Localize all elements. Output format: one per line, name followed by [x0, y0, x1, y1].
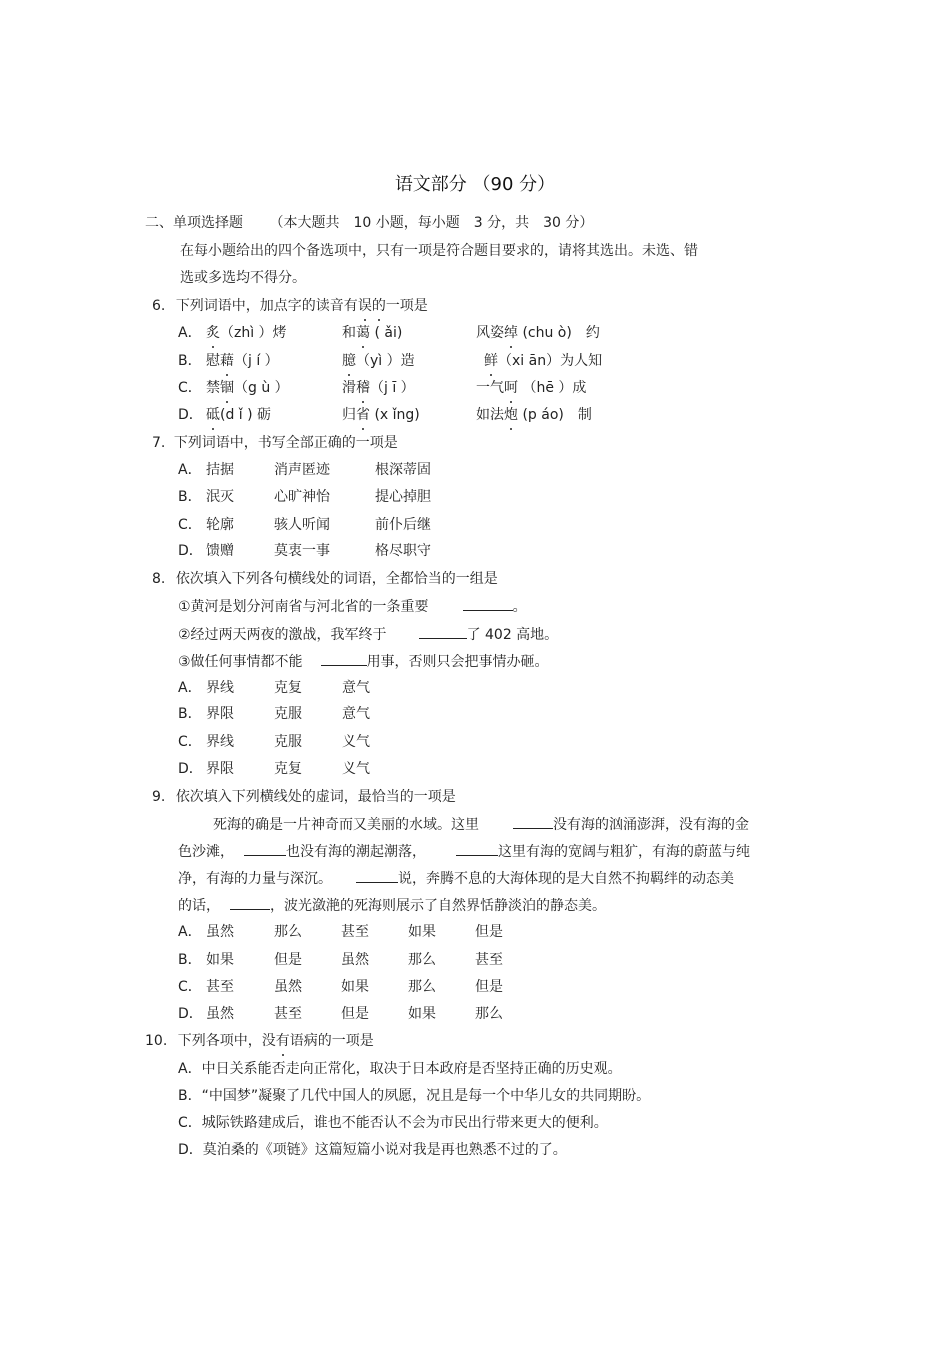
question-stem: 下列词语中，加点字的读音有误的一项是 [175, 298, 428, 314]
passage-text: 的话， [178, 898, 220, 914]
option-item: 如果 [341, 979, 369, 995]
question-10-option-c[interactable] [178, 1113, 608, 1133]
question-6-option-b[interactable] [178, 351, 678, 371]
question-stem: 依次填入下列各句横线处的词语，全都恰当的一组是 [175, 571, 498, 587]
passage-text: 净，有海的力量与深沉。 [178, 871, 332, 887]
option-item: 克服 [274, 734, 302, 750]
passage-line-4 [178, 895, 606, 916]
option-item: 如果 [408, 924, 436, 940]
question-10-option-d[interactable] [178, 1140, 567, 1160]
question-8-stem [152, 569, 498, 589]
option-item: 如果 [206, 952, 234, 968]
question-10-stem [145, 1031, 374, 1051]
passage-text: 死海的确是一片神奇而又美丽的水域。这里 [213, 817, 479, 833]
question-number: 7. [152, 435, 166, 451]
passage-text: 也没有海的潮起潮落， [286, 844, 426, 860]
passage-line-1 [213, 814, 749, 835]
option-item: 禁锢（g ù ） [206, 380, 289, 396]
option-item: 但是 [475, 924, 503, 940]
option-item: 那么 [475, 1006, 503, 1022]
option-item: 界线 [206, 734, 234, 750]
option-item: 甚至 [475, 952, 503, 968]
option-letter: A． [178, 680, 202, 696]
option-item: 泯灭 [206, 489, 234, 505]
option-item: 那么 [274, 924, 302, 940]
question-stem: 依次填入下列横线处的虚词，最恰当的一项是 [175, 789, 456, 805]
question-9-option-b[interactable] [178, 950, 578, 970]
question-8-option-a[interactable] [178, 678, 478, 698]
answer-blank[interactable] [463, 596, 513, 611]
option-item: 如法炮 (p áo) 制 [476, 407, 592, 423]
answer-blank[interactable] [356, 868, 398, 883]
option-item: 意气 [342, 680, 370, 696]
option-letter: B． [178, 706, 202, 722]
option-letter: C． [178, 1115, 202, 1131]
option-item: 砥(d ǐ ) 砺 [206, 407, 272, 423]
question-9-option-d[interactable] [178, 1004, 578, 1024]
question-number: 9. [152, 789, 166, 805]
option-item: 和蔼 ( ǎi) [342, 325, 403, 341]
option-item: 义气 [342, 761, 370, 777]
question-8-option-b[interactable] [178, 704, 478, 724]
option-item: 义气 [342, 734, 370, 750]
answer-blank[interactable] [321, 651, 367, 666]
option-item: 克服 [274, 706, 302, 722]
option-letter: B． [178, 489, 202, 505]
option-item: 消声匿迹 [274, 462, 330, 478]
question-number: 8. [152, 571, 166, 587]
question-6-option-c[interactable] [178, 378, 678, 398]
option-item: 鲜（xi ān）为人知 [484, 353, 603, 369]
option-item: 甚至 [341, 924, 369, 940]
option-item: 炙（zhì ）烤 [206, 325, 287, 341]
passage-line-2 [178, 841, 750, 862]
option-item: 虽然 [341, 952, 369, 968]
option-text: 莫泊桑的《项链》这篇短篇小说对我是再也熟悉不过的了。 [202, 1142, 567, 1158]
option-item: 虽然 [274, 979, 302, 995]
option-item: 馈赠 [206, 543, 234, 559]
question-8-option-d[interactable] [178, 759, 478, 779]
question-stem: 下列词语中，书写全部正确的一项是 [173, 435, 398, 451]
question-number: 6. [152, 298, 166, 314]
question-8-sentence-2 [178, 624, 558, 645]
option-letter: D． [178, 407, 203, 423]
option-item: 虽然 [206, 924, 234, 940]
option-text: “中国梦”凝聚了几代中国人的夙愿，况且是每一个中华儿女的共同期盼。 [201, 1088, 651, 1104]
option-letter: C． [178, 380, 202, 396]
option-item: 虽然 [206, 1006, 234, 1022]
option-item: 风姿绰 (chu ò) 约 [476, 325, 600, 341]
option-item: 但是 [274, 952, 302, 968]
option-item: 意气 [342, 706, 370, 722]
question-9-option-a[interactable] [178, 922, 578, 942]
option-text: 中日关系能否走向正常化，取决于日本政府是否坚持正确的历史观。 [201, 1061, 622, 1077]
section-heading-row [145, 213, 593, 233]
answer-blank[interactable] [419, 624, 467, 639]
passage-text: 说，奔腾不息的大海体现的是大自然不拘羁绊的动态美 [398, 871, 734, 887]
passage-text: 这里有海的宽阔与粗犷，有海的蔚蓝与纯 [498, 844, 750, 860]
answer-blank[interactable] [230, 895, 270, 910]
question-6-option-a[interactable] [178, 323, 678, 343]
question-7-option-d[interactable] [178, 541, 578, 561]
question-8-option-c[interactable] [178, 732, 478, 752]
option-item: 但是 [341, 1006, 369, 1022]
option-letter: B． [178, 1088, 202, 1104]
option-letter: A． [178, 325, 202, 341]
question-7-option-b[interactable] [178, 487, 578, 507]
option-item: 慰藉（j í ） [206, 353, 279, 369]
option-item: 拮据 [206, 462, 234, 478]
option-letter: D． [178, 1142, 203, 1158]
passage-text: ，波光潋滟的死海则展示了自然界恬静淡泊的静态美。 [270, 898, 606, 914]
option-letter: D． [178, 761, 203, 777]
sentence-text: ③做任何事情都不能 [178, 654, 303, 670]
option-item: 那么 [408, 979, 436, 995]
option-item: 根深蒂固 [375, 462, 431, 478]
question-7-stem [152, 433, 398, 453]
question-number: 10. [145, 1033, 168, 1049]
option-letter: B． [178, 353, 202, 369]
option-item: 克复 [274, 761, 302, 777]
option-letter: C． [178, 979, 202, 995]
option-item: 骇人听闻 [274, 517, 330, 533]
question-9-option-c[interactable] [178, 977, 578, 997]
option-item: 一气呵 （hē ）成 [476, 380, 587, 396]
option-letter: A． [178, 462, 202, 478]
option-item: 但是 [475, 979, 503, 995]
option-item: 格尽职守 [375, 543, 431, 559]
question-10-option-b[interactable] [178, 1086, 650, 1106]
question-9-stem [152, 787, 456, 807]
option-letter: D． [178, 543, 203, 559]
option-item: 提心掉胆 [375, 489, 431, 505]
question-8-sentence-3 [178, 651, 549, 672]
question-10-option-a[interactable] [178, 1059, 622, 1079]
option-item: 界线 [206, 680, 234, 696]
option-item: 界限 [206, 761, 234, 777]
answer-blank[interactable] [244, 841, 286, 856]
option-item: 心旷神怡 [274, 489, 330, 505]
sentence-text: 了 402 高地。 [466, 627, 559, 643]
section-spec: （本大题共 10 小题，每小题 3 分，共 30 分） [269, 215, 594, 231]
option-item: 甚至 [206, 979, 234, 995]
option-item: 前仆后继 [375, 517, 431, 533]
option-item: 甚至 [274, 1006, 302, 1022]
option-item: 如果 [408, 1006, 436, 1022]
answer-blank[interactable] [456, 841, 498, 856]
sentence-text: ②经过两天两夜的激战，我军终于 [178, 627, 387, 643]
option-item: 莫衷一事 [274, 543, 330, 559]
page-title: 语文部分 （90 分） [394, 174, 556, 195]
option-item: 臆（yì ）造 [342, 353, 415, 369]
sentence-text: 。 [512, 599, 527, 615]
answer-blank[interactable] [513, 814, 553, 829]
option-item: 归省 (x ǐng) [342, 407, 420, 423]
question-7-option-a[interactable] [178, 460, 578, 480]
instruction-line-2: 选或多选均不得分。 [180, 270, 306, 286]
option-item: 那么 [408, 952, 436, 968]
option-text: 城际铁路建成后，谁也不能否认不会为市民出行带来更大的便利。 [201, 1115, 608, 1131]
sentence-text: 用事，否则只会把事情办砸。 [366, 654, 549, 670]
question-8-sentence-1 [178, 596, 527, 617]
question-6-stem [152, 296, 428, 316]
question-7-option-c[interactable] [178, 515, 578, 535]
option-letter: C． [178, 517, 202, 533]
passage-line-3 [178, 868, 734, 889]
option-item: 滑稽（j ī ） [342, 380, 415, 396]
question-stem: 下列各项中，没有语病的一项是 [177, 1033, 374, 1049]
section-heading: 二、单项选择题 [145, 215, 243, 231]
option-letter: A． [178, 924, 202, 940]
option-letter: D． [178, 1006, 203, 1022]
option-letter: C． [178, 734, 202, 750]
instruction-line-1: 在每小题给出的四个备选项中，只有一项是符合题目要求的，请将其选出。未选、错 [180, 243, 698, 259]
sentence-text: ①黄河是划分河南省与河北省的一条重要 [178, 599, 429, 615]
question-6-option-d[interactable] [178, 405, 678, 425]
option-item: 界限 [206, 706, 234, 722]
option-letter: A． [178, 1061, 202, 1077]
passage-text: 没有海的汹涌澎湃，没有海的金 [553, 817, 749, 833]
option-item: 克复 [274, 680, 302, 696]
passage-text: 色沙滩， [178, 844, 234, 860]
option-item: 轮廓 [206, 517, 234, 533]
option-letter: B． [178, 952, 202, 968]
